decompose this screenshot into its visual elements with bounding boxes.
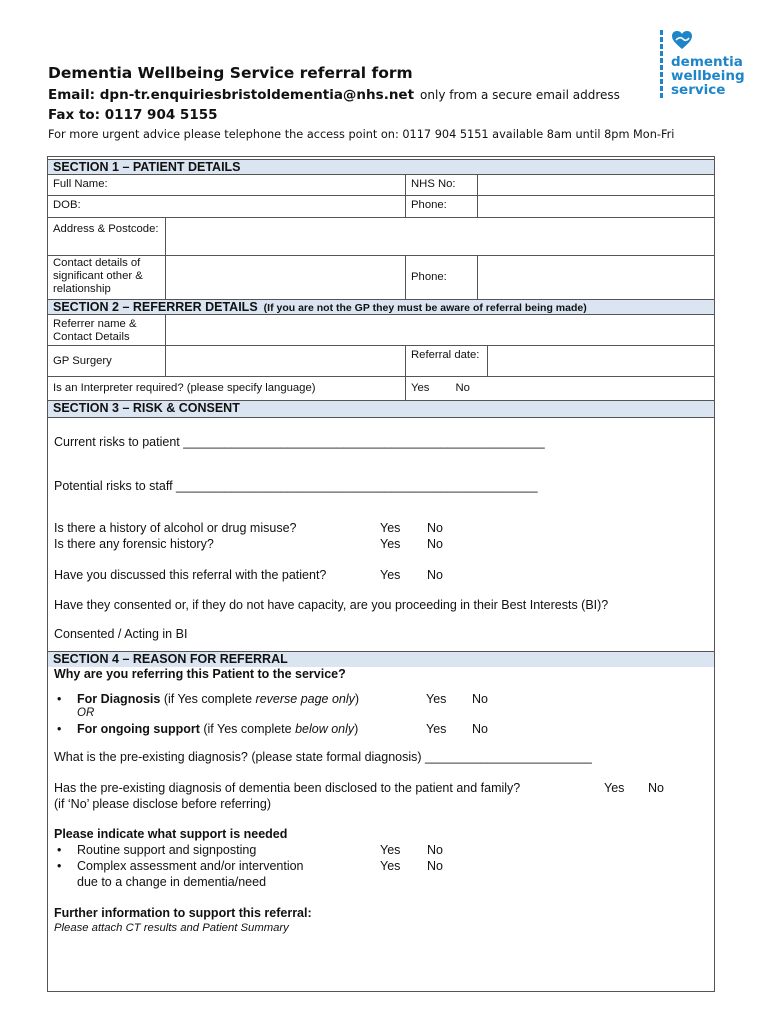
referral-form (47, 156, 715, 992)
form-title: Dementia Wellbeing Service referral form (48, 64, 413, 82)
section2-title: SECTION 2 – REFERRER DETAILS (53, 300, 258, 314)
section4-heading: SECTION 4 – REASON FOR REFERRAL (48, 651, 714, 667)
email-note: only from a secure email address (420, 88, 620, 102)
or-text: OR (77, 707, 95, 719)
diagnosis-no[interactable]: No (472, 692, 488, 706)
dob-field[interactable]: DOB: (48, 196, 406, 217)
routine-no[interactable]: No (427, 843, 443, 857)
phone-field[interactable] (478, 196, 714, 217)
address-field[interactable] (166, 218, 714, 255)
disclosed-no[interactable]: No (648, 781, 664, 795)
alcohol-question: Is there a history of alcohol or drug misuse? (54, 521, 297, 535)
support-needed-heading: Please indicate what support is needed (54, 827, 288, 841)
discussed-no[interactable]: No (427, 568, 443, 582)
fax-line: Fax to: 0117 904 5155 (48, 107, 218, 123)
diagnosis-option (77, 692, 359, 706)
urgent-advice: For more urgent advice please telephone the access point on: 0117 904 5151 available 8am until 8pm Mon-Fri (48, 128, 675, 141)
diagnosis-rest: (if Yes complete (160, 692, 256, 706)
diagnosis-end: ) (354, 692, 360, 706)
complex-support: • Complex assessment and/or intervention (77, 859, 304, 873)
heart-icon (671, 30, 693, 50)
diagnosis-yes[interactable]: Yes (426, 692, 447, 706)
complex-no[interactable]: No (427, 859, 443, 873)
risk-patient-line[interactable]: Current risks to patient ____________________________________________________ (54, 435, 545, 449)
service-logo (657, 28, 757, 100)
disclosed-question: Has the pre-existing diagnosis of dementia been disclosed to the patient and family? (54, 781, 521, 795)
gp-field[interactable] (166, 346, 406, 376)
support-no[interactable]: No (472, 722, 488, 736)
support-italic: below only (295, 722, 355, 736)
interpreter-options (406, 377, 714, 400)
phone2-field[interactable] (478, 256, 714, 299)
nhs-no-field[interactable] (478, 175, 714, 195)
disclose-note: (if ‘No’ please disclose before referring) (54, 797, 271, 811)
section2-heading (48, 299, 714, 315)
why-referring: Why are you referring this Patient to the service? (54, 667, 346, 681)
section2-note: (If you are not the GP they must be aware of referral being made) (263, 302, 587, 314)
further-info-heading: Further information to support this referral: (54, 906, 312, 920)
row-full-name (48, 175, 714, 196)
disclosed-yes[interactable]: Yes (604, 781, 625, 795)
complex-yes[interactable]: Yes (380, 859, 401, 873)
consented-question: Have they consented or, if they do not have capacity, are you proceeding in their Best Interests (BI)? (54, 598, 609, 612)
support-rest: (if Yes complete (199, 722, 296, 736)
support-bold: For ongoing support (77, 722, 200, 736)
complex-support-cont: due to a change in dementia/need (77, 875, 267, 889)
support-option (77, 722, 358, 736)
row-contact (48, 256, 714, 300)
row-gp (48, 346, 714, 377)
referral-date-field[interactable] (488, 346, 714, 376)
support-yes[interactable]: Yes (426, 722, 447, 736)
phone-label: Phone: (406, 196, 478, 217)
email-address: Email: dpn-tr.enquiriesbristoldementia@nhs.net (48, 87, 415, 103)
consented-answer[interactable]: Consented / Acting in BI (54, 627, 188, 641)
risk-staff-line[interactable]: Potential risks to staff ____________________________________________________ (54, 479, 538, 493)
discussed-yes[interactable]: Yes (380, 568, 401, 582)
phone2-label: Phone: (406, 256, 478, 299)
referrer-field[interactable] (166, 315, 714, 345)
interpreter-label: Is an Interpreter required? (please specify language) (48, 377, 406, 400)
forensic-yes[interactable]: Yes (380, 537, 401, 551)
routine-yes[interactable]: Yes (380, 843, 401, 857)
discussed-question: Have you discussed this referral with the patient? (54, 568, 327, 582)
full-name-field[interactable]: Full Name: (48, 175, 406, 195)
contact-field[interactable] (166, 256, 406, 299)
contact-label: Contact details of significant other & relationship (48, 256, 166, 299)
referral-date-label: Referral date: (406, 346, 488, 376)
forensic-question: Is there any forensic history? (54, 537, 214, 551)
forensic-no[interactable]: No (427, 537, 443, 551)
row-address (48, 218, 714, 256)
interpreter-yes[interactable]: Yes (411, 382, 430, 394)
logo-line2: wellbeing (671, 68, 745, 84)
alcohol-no[interactable]: No (427, 521, 443, 535)
diagnosis-bold: For Diagnosis (77, 692, 161, 706)
diagnosis-italic: reverse page only (255, 692, 355, 706)
logo-line1: dementia (671, 54, 743, 70)
interpreter-no[interactable]: No (455, 382, 470, 394)
logo-line3: service (671, 82, 726, 98)
gp-label: GP Surgery (48, 346, 166, 376)
logo-bar (660, 30, 663, 98)
row-interpreter (48, 377, 714, 401)
section1-heading: SECTION 1 – PATIENT DETAILS (48, 159, 714, 175)
preexisting-question[interactable]: What is the pre-existing diagnosis? (please state formal diagnosis) ________________________ (54, 750, 592, 764)
routine-support: • Routine support and signposting (77, 843, 256, 857)
alcohol-yes[interactable]: Yes (380, 521, 401, 535)
attach-note: Please attach CT results and Patient Summary (54, 922, 289, 934)
email-line (48, 87, 620, 103)
section3-heading: SECTION 3 – RISK & CONSENT (48, 401, 714, 418)
row-referrer (48, 315, 714, 346)
referrer-label: Referrer name & Contact Details (48, 315, 166, 345)
nhs-no-label: NHS No: (406, 175, 478, 195)
support-end: ) (354, 722, 359, 736)
row-dob (48, 196, 714, 218)
address-label: Address & Postcode: (48, 218, 166, 255)
